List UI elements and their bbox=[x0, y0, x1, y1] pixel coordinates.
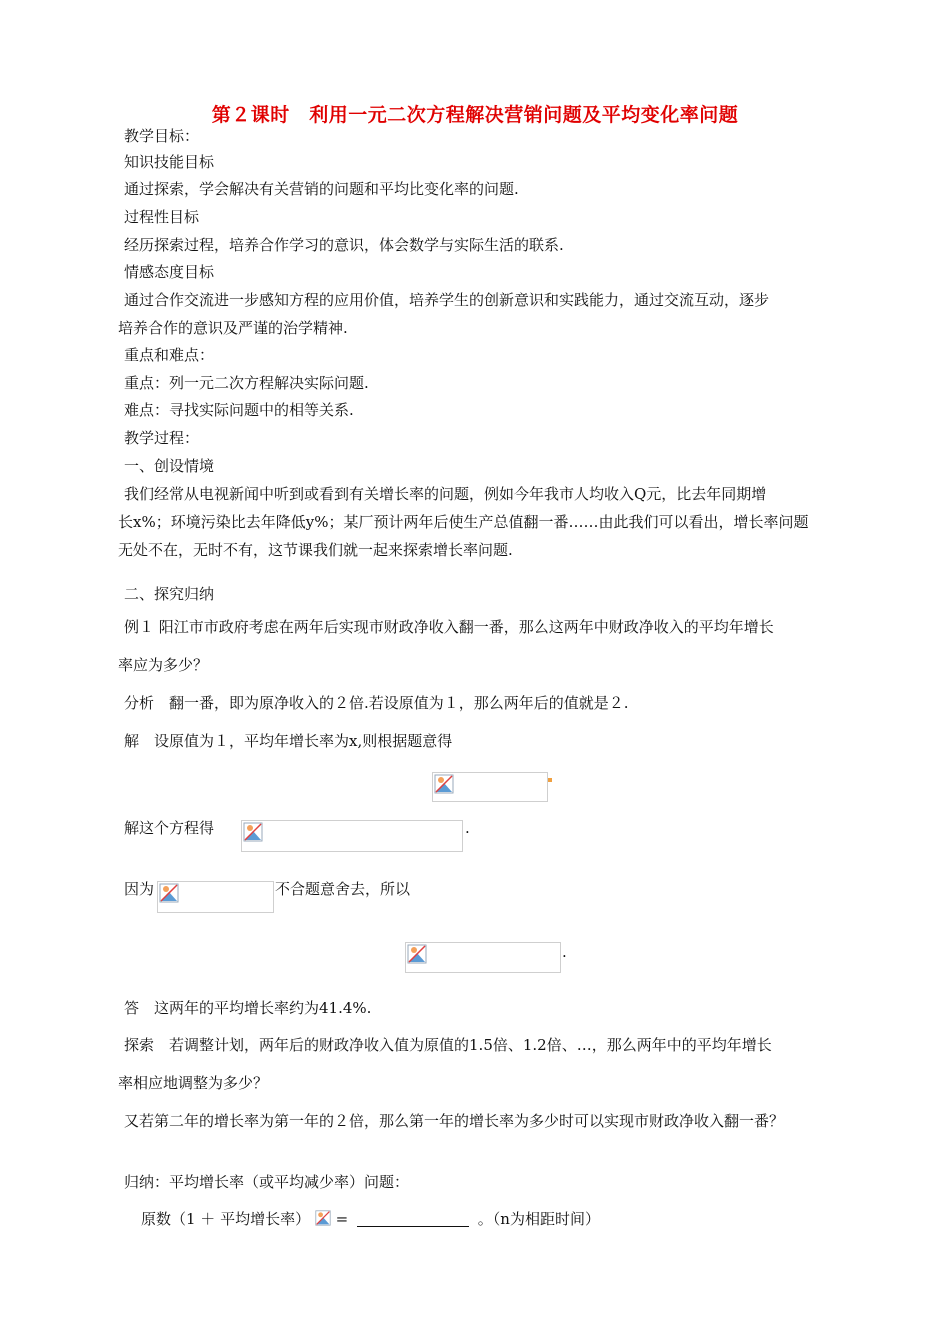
answer-blank bbox=[357, 1212, 469, 1227]
page-title: 第２课时 利用一元二次方程解决营销问题及平均变化率问题 bbox=[211, 104, 739, 126]
text-key-point: 重点：列一元二次方程解决实际问题. bbox=[124, 374, 369, 392]
heading-situation: 一、创设情境 bbox=[124, 457, 215, 475]
text-situation-2: 长x%；环境污染比去年降低y%；某厂预计两年后使生产总值翻一番……由此我们可以看出，增长率问题 bbox=[118, 513, 809, 531]
equation-image bbox=[432, 772, 548, 802]
period-mark-2: . bbox=[562, 943, 567, 961]
heading-process-goals: 过程性目标 bbox=[124, 208, 200, 226]
text-emotion-goal-1: 通过合作交流进一步感知方程的应用价值，培养学生的创新意识和实践能力，通过交流互动，逐步 bbox=[124, 291, 770, 309]
text-because: 因为 bbox=[124, 880, 155, 898]
text-situation-1: 我们经常从电视新闻中听到或看到有关增长率的问题，例如今年我市人均收入Q元，比去年同期增 bbox=[124, 485, 767, 503]
formula-text: 原数（1 ＋ 平均增长率） bbox=[141, 1210, 311, 1228]
anchor-marker bbox=[548, 778, 552, 782]
text-answer: 答 这两年的平均增长率约为41.4%. bbox=[124, 999, 372, 1017]
period-mark: . bbox=[465, 819, 470, 837]
broken-image-icon bbox=[159, 883, 179, 903]
text-discard-root: 不合题意舍去，所以 bbox=[275, 880, 411, 898]
heading-teaching-process: 教学过程： bbox=[124, 429, 200, 447]
text-solve-equation: 解这个方程得 bbox=[124, 819, 215, 837]
root-image bbox=[157, 881, 274, 913]
solution-image bbox=[241, 820, 463, 852]
text-situation-3: 无处不在，无时不有，这节课我们就一起来探索增长率问题. bbox=[118, 541, 513, 559]
text-example-1b: 率应为多少？ bbox=[118, 656, 209, 674]
text-difficulty: 难点：寻找实际问题中的相等关系. bbox=[124, 401, 354, 419]
heading-teaching-goals: 教学目标： bbox=[124, 127, 200, 145]
text-explore-2: 率相应地调整为多少？ bbox=[118, 1074, 269, 1092]
text-solution: 解 设原值为１，平均年增长率为x,则根据题意得 bbox=[124, 732, 453, 750]
formula-line bbox=[141, 1208, 600, 1229]
text-further-question: 又若第二年的增长率为第一年的２倍，那么第一年的增长率为多少时可以实现市财政净收入翻一番？ bbox=[124, 1112, 785, 1130]
text-analysis: 分析 翻一番，即为原净收入的２倍.若设原值为１，那么两年后的值就是２. bbox=[124, 694, 629, 712]
heading-emotion-goals: 情感态度目标 bbox=[124, 263, 215, 281]
heading-knowledge-goals: 知识技能目标 bbox=[124, 153, 215, 171]
text-summary: 归纳：平均增长率（或平均减少率）问题： bbox=[124, 1173, 410, 1191]
result-image bbox=[405, 942, 561, 973]
broken-image-icon bbox=[315, 1208, 331, 1228]
text-example-1a: 例１ 阳江市市政府考虑在两年后实现市财政净收入翻一番，那么这两年中财政净收入的平均年增长 bbox=[124, 618, 774, 636]
broken-image-icon bbox=[434, 774, 454, 794]
broken-image-icon bbox=[407, 944, 427, 964]
text-explore-1: 探索 若调整计划，两年后的财政净收入值为原值的1.5倍、1.2倍、…，那么两年中的平均年增长 bbox=[124, 1036, 772, 1054]
heading-explore: 二、探究归纳 bbox=[124, 585, 215, 603]
text-knowledge-goal: 通过探索，学会解决有关营销的问题和平均比变化率的问题. bbox=[124, 180, 519, 198]
formula-note: 。（n为相距时间） bbox=[477, 1210, 600, 1228]
heading-key-points: 重点和难点： bbox=[124, 346, 215, 364]
broken-image-icon bbox=[243, 822, 263, 842]
text-process-goal: 经历探索过程，培养合作学习的意识，体会数学与实际生活的联系. bbox=[124, 236, 564, 254]
text-emotion-goal-2: 培养合作的意识及严谨的治学精神. bbox=[118, 319, 348, 337]
equals-sign: = bbox=[335, 1210, 349, 1228]
